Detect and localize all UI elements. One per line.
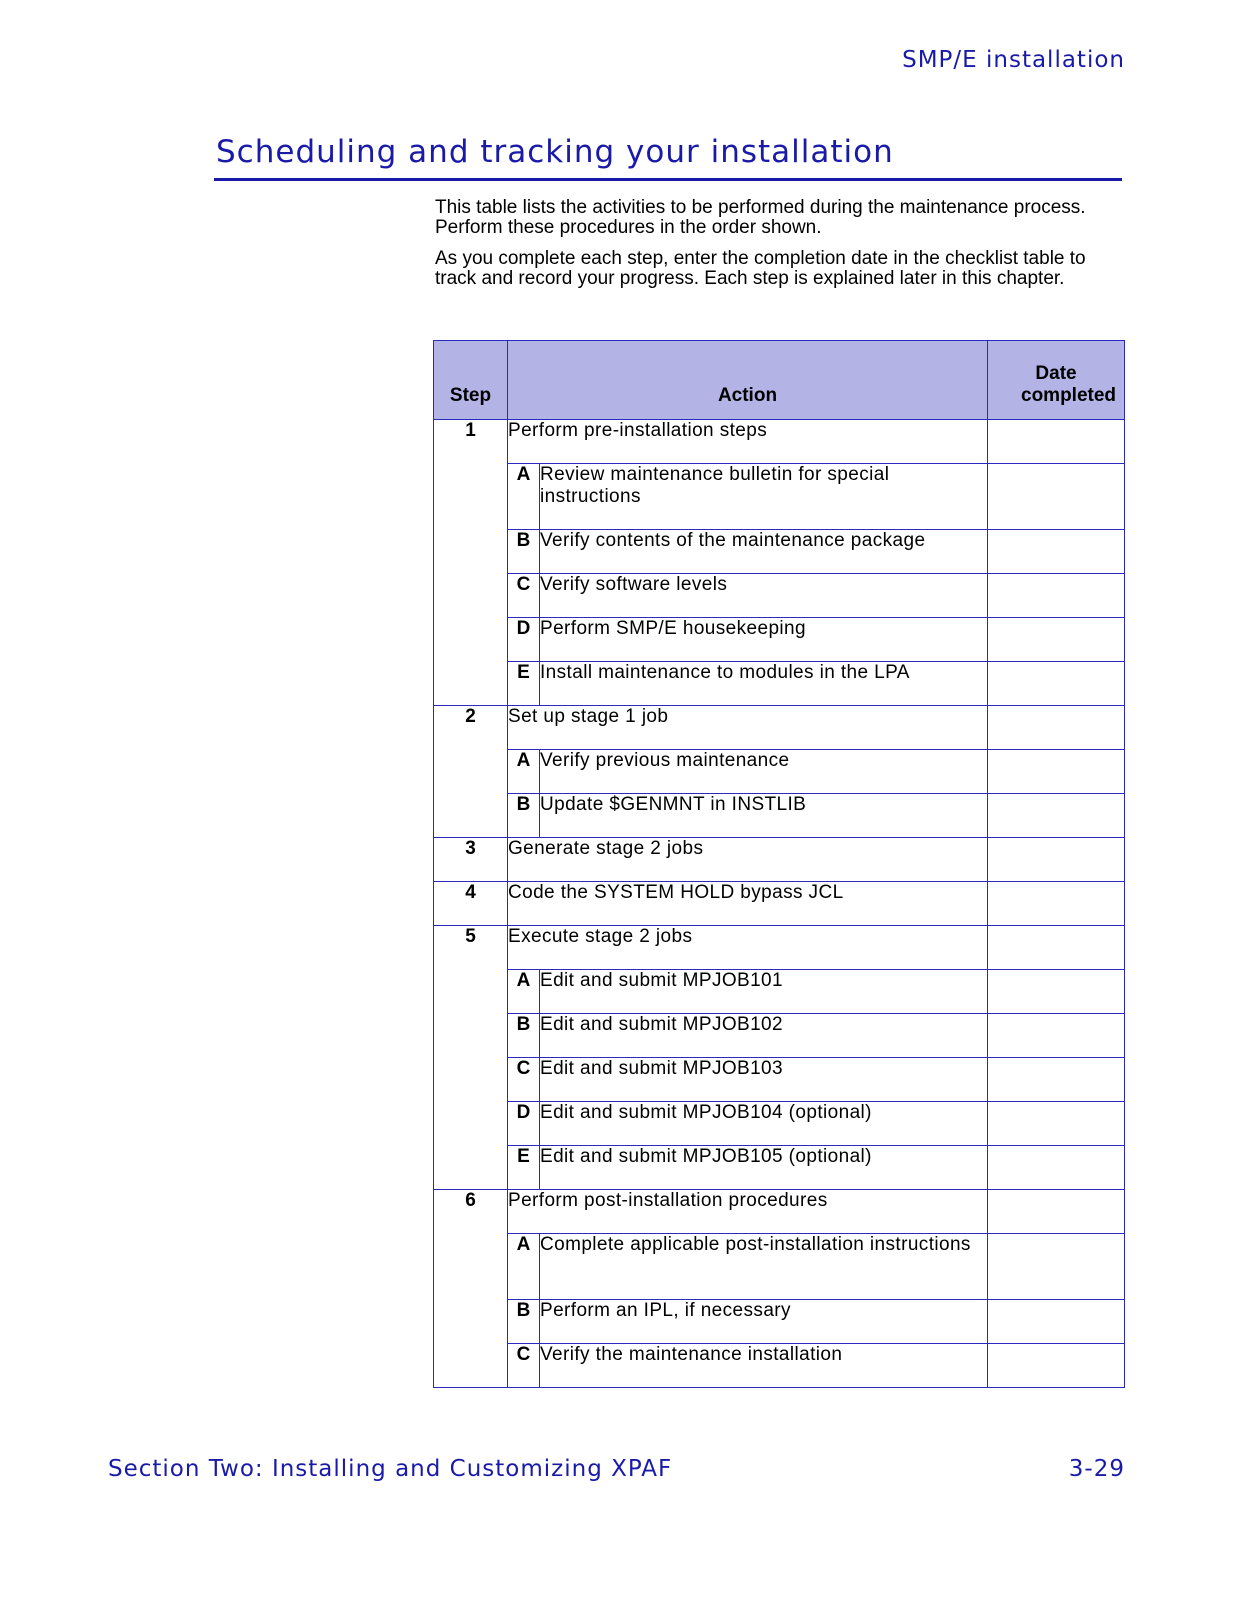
table-row — [434, 618, 1125, 662]
step-number: 1 — [434, 420, 508, 706]
step-number: 4 — [434, 882, 508, 926]
table-row — [434, 420, 1125, 464]
date-completed-cell[interactable] — [988, 750, 1125, 794]
date-completed-cell[interactable] — [988, 464, 1125, 530]
footer-page-number: 3-29 — [1068, 1456, 1125, 1482]
substep-letter: D — [508, 618, 540, 662]
table-row — [434, 1146, 1125, 1190]
substep-action: Edit and submit MPJOB105 (optional) — [540, 1146, 988, 1190]
table-row — [434, 574, 1125, 618]
table-row — [434, 1102, 1125, 1146]
date-completed-cell[interactable] — [988, 1300, 1125, 1344]
table-row — [434, 706, 1125, 750]
table-row — [434, 970, 1125, 1014]
date-completed-cell[interactable] — [988, 794, 1125, 838]
substep-action: Perform SMP/E housekeeping — [540, 618, 988, 662]
date-completed-cell[interactable] — [988, 1146, 1125, 1190]
step-action: Set up stage 1 job — [508, 706, 988, 750]
substep-letter: A — [508, 970, 540, 1014]
substep-action: Edit and submit MPJOB102 — [540, 1014, 988, 1058]
header-date-completed-label: Date completed — [1021, 363, 1117, 406]
substep-action: Verify software levels — [540, 574, 988, 618]
substep-letter: C — [508, 574, 540, 618]
intro-paragraph: As you complete each step, enter the completion date in the checklist table to track and record your progress. Each step is explained later in this chapter. — [435, 248, 1086, 289]
title-rule — [214, 178, 1122, 181]
substep-action: Review maintenance bulletin for special instructions — [540, 464, 988, 530]
substep-action: Perform an IPL, if necessary — [540, 1300, 988, 1344]
substep-letter: C — [508, 1344, 540, 1388]
date-completed-cell[interactable] — [988, 530, 1125, 574]
date-completed-cell[interactable] — [988, 1014, 1125, 1058]
installation-checklist-table — [433, 340, 1125, 1388]
substep-letter: B — [508, 530, 540, 574]
substep-letter: B — [508, 1300, 540, 1344]
step-number: 5 — [434, 926, 508, 1190]
substep-letter: E — [508, 1146, 540, 1190]
table-row — [434, 464, 1125, 530]
date-completed-cell[interactable] — [988, 970, 1125, 1014]
table-row — [434, 838, 1125, 882]
page-title: Scheduling and tracking your installation — [216, 134, 894, 170]
date-completed-cell[interactable] — [988, 1190, 1125, 1234]
step-action: Execute stage 2 jobs — [508, 926, 988, 970]
table-row — [434, 1014, 1125, 1058]
substep-letter: B — [508, 1014, 540, 1058]
table-row — [434, 750, 1125, 794]
substep-action: Verify contents of the maintenance package — [540, 530, 988, 574]
table-row — [434, 926, 1125, 970]
substep-action: Update $GENMNT in INSTLIB — [540, 794, 988, 838]
substep-action: Install maintenance to modules in the LPA — [540, 662, 988, 706]
date-completed-cell[interactable] — [988, 618, 1125, 662]
substep-letter: D — [508, 1102, 540, 1146]
date-completed-cell[interactable] — [988, 838, 1125, 882]
table-row — [434, 882, 1125, 926]
intro-paragraph: This table lists the activities to be performed during the maintenance process. Perform these procedures in the order shown. — [435, 197, 1086, 238]
date-completed-cell[interactable] — [988, 662, 1125, 706]
date-completed-cell[interactable] — [988, 1234, 1125, 1300]
step-action: Generate stage 2 jobs — [508, 838, 988, 882]
substep-letter: A — [508, 464, 540, 530]
substep-action: Complete applicable post-installation instructions — [540, 1234, 988, 1300]
substep-action: Verify previous maintenance — [540, 750, 988, 794]
header-action: Action — [508, 341, 988, 420]
substep-letter: A — [508, 750, 540, 794]
step-action: Code the SYSTEM HOLD bypass JCL — [508, 882, 988, 926]
substep-action: Edit and submit MPJOB104 (optional) — [540, 1102, 988, 1146]
table-row — [434, 1058, 1125, 1102]
substep-letter: B — [508, 794, 540, 838]
date-completed-cell[interactable] — [988, 926, 1125, 970]
step-action: Perform post-installation procedures — [508, 1190, 988, 1234]
date-completed-cell[interactable] — [988, 706, 1125, 750]
table-row — [434, 662, 1125, 706]
substep-action: Edit and submit MPJOB103 — [540, 1058, 988, 1102]
table-row — [434, 530, 1125, 574]
running-header: SMP/E installation — [902, 47, 1125, 73]
table-row — [434, 1344, 1125, 1388]
step-action: Perform pre-installation steps — [508, 420, 988, 464]
step-number: 6 — [434, 1190, 508, 1388]
date-completed-cell[interactable] — [988, 1058, 1125, 1102]
substep-letter: E — [508, 662, 540, 706]
substep-letter: A — [508, 1234, 540, 1300]
checklist-body — [434, 420, 1125, 1388]
table-row — [434, 1300, 1125, 1344]
step-number: 3 — [434, 838, 508, 882]
table-row — [434, 794, 1125, 838]
substep-action: Edit and submit MPJOB101 — [540, 970, 988, 1014]
step-number: 2 — [434, 706, 508, 838]
date-completed-cell[interactable] — [988, 1102, 1125, 1146]
date-completed-cell[interactable] — [988, 882, 1125, 926]
table-row — [434, 1190, 1125, 1234]
intro-text — [435, 198, 1125, 300]
header-date-completed — [988, 341, 1125, 420]
date-completed-cell[interactable] — [988, 1344, 1125, 1388]
date-completed-cell[interactable] — [988, 574, 1125, 618]
date-completed-cell[interactable] — [988, 420, 1125, 464]
footer-section-title: Section Two: Installing and Customizing XPAF — [108, 1456, 673, 1482]
header-step: Step — [434, 341, 508, 420]
substep-letter: C — [508, 1058, 540, 1102]
table-row — [434, 1234, 1125, 1300]
substep-action: Verify the maintenance installation — [540, 1344, 988, 1388]
